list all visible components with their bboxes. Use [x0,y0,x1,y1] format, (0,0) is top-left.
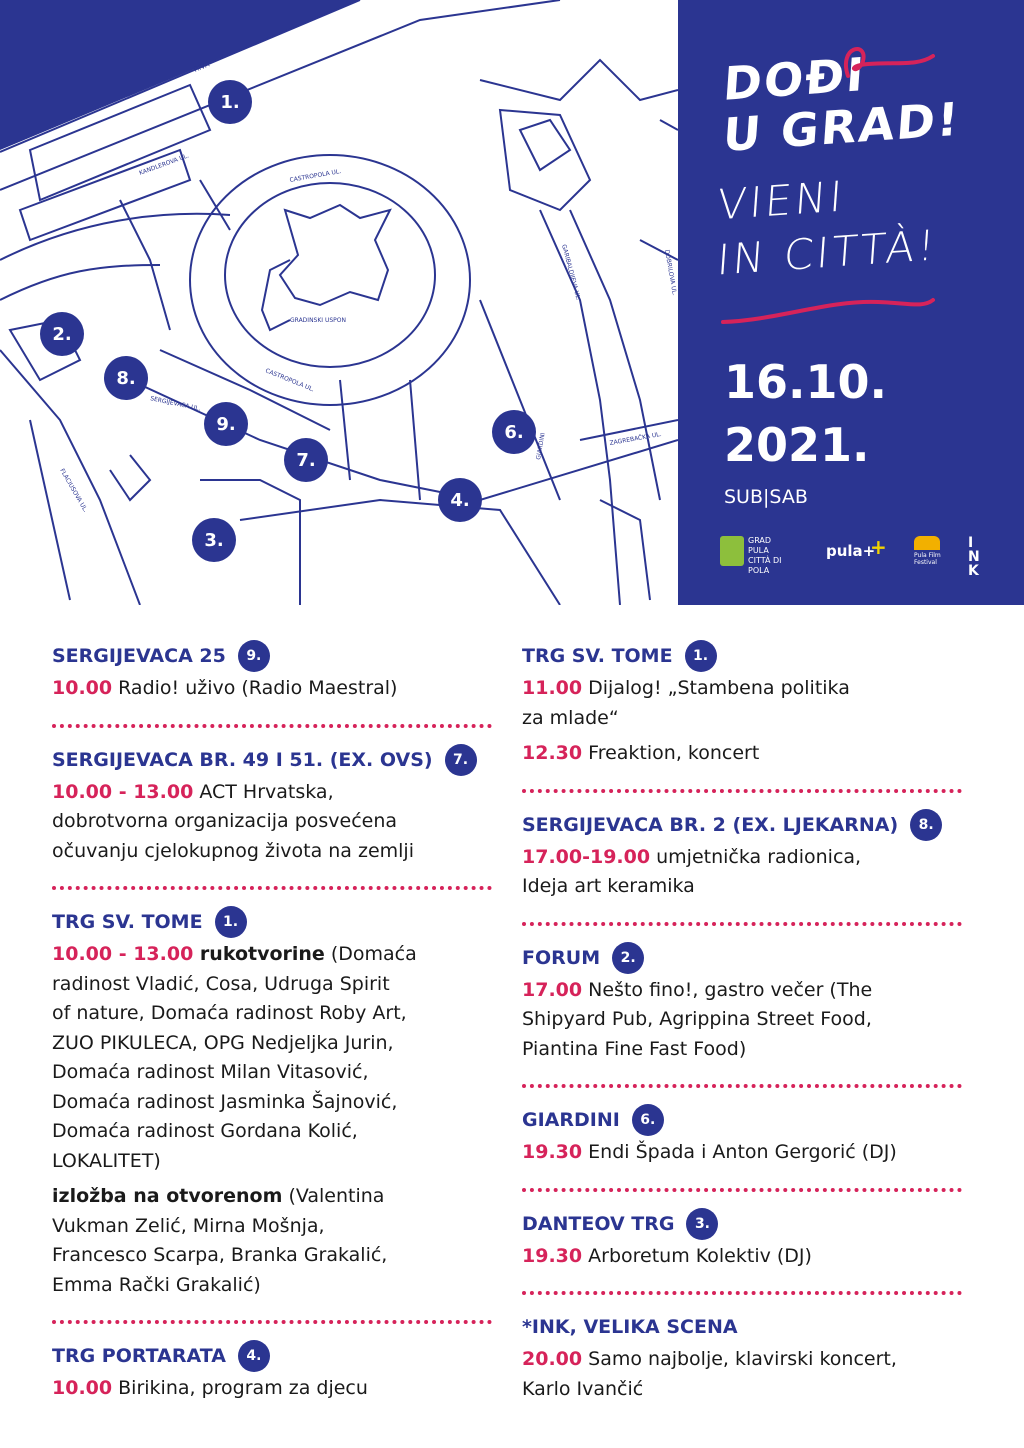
event-line [52,778,502,808]
venue-title: GIARDINI [522,1109,620,1131]
event-line [52,1182,502,1212]
event-time: 19.30 [522,1141,583,1163]
venue-number-badge: 8. [910,809,942,841]
event-line [522,674,972,704]
event-section [522,1206,972,1296]
event-text: (Valentina [282,1185,385,1207]
venue-title: SERGIJEVACA BR. 49 I 51. (EX. OVS) [52,748,433,771]
plus-icon: + [870,535,887,559]
arena-icon [914,536,940,550]
logo-grad-pula: GRAD PULA CITTÀ DI POLA [748,536,782,575]
dotted-divider [52,706,492,728]
event-time: 12.30 [522,742,583,764]
event-line [522,976,972,1006]
event-text: Dijalog! „Stambena politika [582,677,850,699]
venue-title: TRG PORTARATA [52,1345,226,1367]
venue-number-badge: 1. [215,906,247,938]
venue-number-badge: 1. [685,640,717,672]
map-pin-1[interactable]: 1. [208,80,252,124]
event-text: Samo najbolje, klavirski koncert, [582,1348,897,1370]
title-line-2: U GRAD! [721,91,963,163]
event-highlight: rukotvorine [193,943,325,965]
event-line [522,843,972,873]
event-section [522,807,972,926]
event-line: Domaća radinost Milan Vitasović, [52,1061,369,1083]
event-time: 11.00 [522,677,583,699]
city-map [0,0,678,605]
map-pin-9[interactable]: 9. [204,402,248,446]
map-pin-6[interactable]: 6. [492,410,536,454]
event-time: 19.30 [522,1244,583,1267]
program-left-column [52,638,502,1404]
event-line: dobrotvorna organizacija posvećena [52,810,398,832]
event-line [522,1138,972,1168]
venue-number-badge: 4. [238,1340,270,1372]
event-line: očuvanju cjelokupnog života na zemlji [52,839,414,862]
event-line [522,739,972,769]
map-pin-3[interactable]: 3. [192,518,236,562]
event-text: Arboretum Kolektiv (DJ) [582,1244,812,1267]
event-line: Domaća radinost Jasminka Šajnović, [52,1090,398,1113]
event-text: (Domaća [324,943,417,965]
event-line: ZUO PIKULECA, OPG Nedjeljka Jurin, [52,1031,394,1054]
dotted-divider [522,904,962,926]
street-zagrebacka: ZAGREBAČKA UL. [609,430,663,447]
dotted-divider [522,1273,962,1295]
map-pin-2[interactable]: 2. [40,312,84,356]
event-highlight: izložba na otvorenom [52,1185,283,1207]
dotted-divider [522,1170,962,1192]
event-section [522,638,972,793]
event-line: LOKALITET) [52,1149,161,1172]
event-text: Freaktion, koncert [582,742,760,764]
event-section [522,1309,972,1404]
event-line: Emma Rački Grakalić) [52,1273,261,1296]
event-line: Domaća radinost Gordana Kolić, [52,1120,358,1142]
venue-title: TRG SV. TOME [522,645,673,667]
event-section [52,904,502,1324]
dotted-divider [522,1066,962,1088]
street-kandlerova: KANDLEROVA UL. [138,152,190,177]
sponsor-logos [718,530,1008,580]
event-date-day-month: 16.10. [724,355,887,409]
street-garibaldijeva: GARIBALDIJEVA UL. [560,243,582,302]
event-time: 10.00 - 13.00 [52,780,194,803]
pula-coat-of-arms-icon [720,536,744,566]
wave-underline-icon [718,290,938,330]
logo-pula-plus: pula+ [826,542,876,560]
event-date-year: 2021. [724,418,870,472]
street-giardini: GIARDINI [535,432,547,461]
event-time: 10.00 [52,1377,113,1399]
event-time: 17.00-19.00 [522,845,651,868]
event-line: za mlade“ [522,706,619,729]
venue-title: *INK, VELIKA SCENA [522,1316,738,1338]
street-gradinski-uspon: GRADINSKI USPON [290,317,347,324]
street-dobrilova: DOBRILOVA UL. [663,249,678,297]
event-line: Shipyard Pub, Agrippina Street Food, [522,1008,872,1030]
venue-title: SERGIJEVACA 25 [52,645,226,667]
title-line-3: VIENI [715,171,847,230]
map-pin-4[interactable]: 4. [438,478,482,522]
venue-number-badge: 7. [445,744,477,776]
street-castropola-2: CASTROPOLA UL. [264,367,316,394]
map-pin-7[interactable]: 7. [284,438,328,482]
logo-ink: INK [968,535,980,579]
venue-number-badge: 3. [686,1208,718,1240]
event-line [522,1242,972,1272]
venue-title: TRG SV. TOME [52,911,203,933]
event-line: Vukman Zelić, Mirna Mošnja, [52,1214,325,1237]
venue-title: DANTEOV TRG [522,1212,675,1235]
event-line [52,940,502,970]
event-line [52,1374,502,1404]
dotted-divider [52,868,492,890]
dotted-divider [52,1302,492,1324]
venue-number-badge: 2. [612,942,644,974]
ribbon-icon [828,36,938,86]
map-pin-8[interactable]: 8. [104,356,148,400]
title-line-1: DOĐI [721,47,868,111]
venue-title: FORUM [522,946,601,969]
logo-pula-film-festival: Pula Film Festival [914,552,941,566]
title-panel [678,0,1024,605]
event-line: Ideja art keramika [522,875,695,897]
event-section [52,742,502,891]
event-text: Nešto fino!, gastro večer (The [582,978,873,1001]
event-weekday: SUB|SAB [724,486,808,508]
title-line-4: IN CITTÀ! [715,220,940,285]
street-flaciusova: FLACIUSOVA UL. [58,467,89,514]
event-section [52,638,502,728]
event-text: Birikina, program za djecu [112,1377,368,1399]
event-section [522,940,972,1089]
venue-number-badge: 9. [238,640,270,672]
event-section [522,1102,972,1192]
event-line [522,1345,972,1375]
event-time: 10.00 - 13.00 [52,943,194,965]
event-section [52,1338,502,1404]
venue-number-badge: 6. [632,1104,664,1136]
top-section [0,0,1024,605]
event-text: ACT Hrvatska, [193,780,334,803]
event-line: radinost Vladić, Cosa, Udruga Spirit [52,972,390,995]
event-line [52,674,502,704]
event-time: 17.00 [522,978,583,1001]
event-time: 10.00 [52,677,113,699]
event-text: Radio! uživo (Radio Maestral) [112,677,398,699]
program-right-column [522,638,972,1404]
event-line: Karlo Ivančić [522,1377,644,1400]
street-castropola-1: CASTROPOLA UL. [289,168,342,184]
event-line: of nature, Domaća radinost Roby Art, [52,1002,407,1024]
street-sergijevaca: SERGIJEVACA UL. [149,395,202,413]
event-line: Piantina Fine Fast Food) [522,1037,747,1060]
venue-title: SERGIJEVACA BR. 2 (EX. LJEKARNA) [522,813,899,836]
street-riva: RIVA [192,60,211,74]
dotted-divider [522,771,962,793]
event-text: Endi Špada i Anton Gergorić (DJ) [582,1141,897,1163]
event-text: umjetnička radionica, [650,845,862,868]
event-line: Francesco Scarpa, Branka Grakalić, [52,1244,388,1266]
event-time: 20.00 [522,1348,583,1370]
